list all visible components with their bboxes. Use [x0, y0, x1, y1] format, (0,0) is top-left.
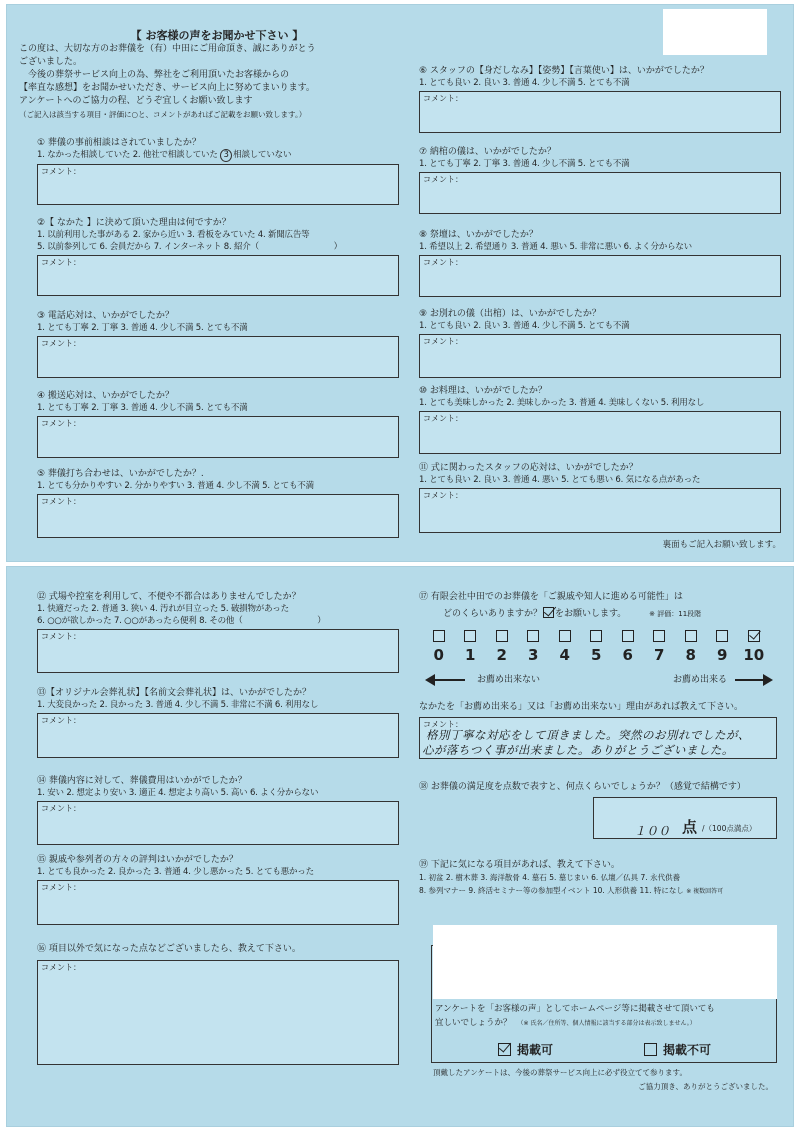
question-6: ⑥ スタッフの【身だしなみ】【姿勢】【言葉使い】は、いかがでしたか？ 1. とても良い 2. 良い 3. 普通 4. 少し不満 5. とても不満 コメント：	[419, 65, 781, 133]
checkbox-checked-icon[interactable]	[498, 1043, 511, 1056]
publish-consent-box: アンケートを「お客様の声」としてホームページ等に掲載させて頂いても 宜しいでしょうか？ （※ 氏名／住所等、個人情報に該当する部分は表示致しません。） 掲載可 掲載不可	[431, 999, 777, 1063]
question-18: ⑱ お葬儀の満足度を点数で表すと、何点くらいでしょうか？（感覚で結構です）	[419, 782, 746, 792]
checkbox-checked-icon[interactable]	[748, 630, 760, 642]
comment-box-9[interactable]: コメント：	[419, 334, 781, 378]
question-16: ⑯ 項目以外で気になった点などございましたら、教えて下さい。 コメント：	[37, 943, 399, 1065]
scale-option-4[interactable]	[549, 627, 581, 664]
scale-number: 1	[465, 646, 476, 664]
checkbox-empty-icon[interactable]	[559, 630, 571, 642]
scale-option-5[interactable]	[581, 627, 613, 664]
comment-box-14[interactable]: コメント：	[37, 801, 399, 845]
survey-title: 【 お客様の声をお聞かせ下さい 】	[130, 29, 304, 42]
scale-number: 4	[559, 646, 570, 664]
checkbox-empty-icon[interactable]	[496, 630, 508, 642]
question-5: ⑤ 葬儀打ち合わせは、いかがでしたか？. 1. とても分かりやすい 2. 分かりやすい 3. 普通 4. 少し不満 5. とても不満 コメント：	[37, 468, 399, 538]
scale-number: 6	[622, 646, 633, 664]
question-17: ⑰ 有限会社中田でのお葬儀を「ご親戚や知人に進める可能性」は どのくらいありますか？ をお願いします。 ※ 評価：11段階	[419, 592, 702, 619]
scale-option-6[interactable]	[612, 627, 644, 664]
checkbox-empty-icon[interactable]	[527, 630, 539, 642]
scale-number: 5	[591, 646, 602, 664]
comment-box-17[interactable]: コメント： 格別丁寧な対応をして頂きました。突然のお別れでしたが、 心が落ちつく事が出来ました。ありがとうございました。	[419, 717, 777, 759]
scale-number: 3	[528, 646, 539, 664]
question-12: ⑫ 式場や控室を利用して、不便や不都合はありませんでしたか？ 1. 快適だった 2. 普通 3. 狭い 4. 汚れが目立った 5. 破損物があった 6. ○○が欲しかった 7. ○○があったら便利 8. その他（ ） コメント：	[37, 591, 399, 673]
question-9: ⑨ お別れの儀（出棺）は、いかがでしたか？ 1. とても良い 2. 良い 3. 普通 4. 少し不満 5. とても不満 コメント：	[419, 308, 781, 378]
question-19: ⑲ 下記に気になる項目があれば、教えて下さい。 1. 初盆 2. 樹木葬 3. 海洋散骨 4. 墓石 5. 墓じまい 6. 仏壇／仏具 7. 永代供養 8. 参列マナー 9. 終活セミナー等の参加型イベント 10. 人形供養 11. 特になし ※ 複数回答可	[419, 860, 724, 895]
publish-no-option[interactable]: 掲載不可	[644, 1039, 711, 1058]
checkbox-empty-icon[interactable]	[653, 630, 665, 642]
scale-option-2[interactable]	[486, 627, 518, 664]
scale-number: 2	[496, 646, 507, 664]
checkbox-empty-icon[interactable]	[685, 630, 697, 642]
question-2: ②【 なかた 】に決めて頂いた理由は何ですか？ 1. 以前利用した事がある 2. 家から近い 3. 看板をみていた 4. 新聞広告等 5. 以前参列して 6. 会員だから 7. インターネット 8. 紹介（ ） コメント：	[37, 217, 399, 296]
intro-text: この度は、大切な方のお葬儀を（有）中田にご用命頂き、誠にありがとう ございました。 今後の葬祭サービス向上の為、弊社をご利用頂いたお客様からの 【率直な感想】をお聞かせいただき、サービス向上に努めてまいります。 アンケートへのご協力の程、どうぞ宜しくお願い致します （ご記入は該当する項目・評価に○と、コメントがあればご記載をお願い致します。）	[19, 44, 316, 119]
scale-number: 9	[717, 646, 728, 664]
selected-option-circle[interactable]: 3	[220, 149, 232, 162]
comment-box-11[interactable]: コメント：	[419, 488, 781, 533]
arrow-left-icon	[425, 674, 435, 686]
question-4: ④ 搬送応対は、いかがでしたか？ 1. とても丁寧 2. 丁寧 3. 普通 4. 少し不満 5. とても不満 コメント：	[37, 390, 399, 458]
comment-box-13[interactable]: コメント：	[37, 713, 399, 758]
back-left-column	[37, 567, 399, 1126]
scale-option-9[interactable]	[707, 627, 739, 664]
checkbox-empty-icon[interactable]	[622, 630, 634, 642]
comment-box-4[interactable]: コメント：	[37, 416, 399, 458]
handwritten-comment-line-2: 心が落ちつく事が出来ました。ありがとうございました。	[422, 743, 734, 757]
front-left-column	[19, 5, 399, 561]
arrow-right-icon	[763, 674, 773, 686]
scale-option-10[interactable]	[738, 627, 770, 664]
scale-option-3[interactable]	[518, 627, 550, 664]
comment-box-12[interactable]: コメント：	[37, 629, 399, 673]
comment-box-10[interactable]: コメント：	[419, 411, 781, 454]
scale-number: 10	[743, 646, 765, 664]
scale-number: 8	[685, 646, 696, 664]
scale-option-7[interactable]	[644, 627, 676, 664]
score-box[interactable]: １００ 点 /（100点満点）	[593, 797, 777, 839]
comment-box-3[interactable]: コメント：	[37, 336, 399, 378]
question-7: ⑦ 納棺の儀は、いかがでしたか？ 1. とても丁寧 2. 丁寧 3. 普通 4. 少し不満 5. とても不満 コメント：	[419, 146, 781, 214]
comment-box-8[interactable]: コメント：	[419, 255, 781, 297]
checkbox-empty-icon[interactable]	[464, 630, 476, 642]
back-footer-2: ご協力頂き、ありがとうございました。	[638, 1082, 773, 1091]
checkbox-empty-icon[interactable]	[433, 630, 445, 642]
comment-box-2[interactable]: コメント：	[37, 255, 399, 296]
scale-option-1[interactable]	[455, 627, 487, 664]
front-footer-note: 裏面もご記入お願い致します。	[662, 540, 781, 550]
recommend-scale	[423, 627, 770, 664]
question-11: ⑪ 式に関わったスタッフの応対は、いかがでしたか？ 1. とても良い 2. 良い 3. 普通 4. 悪い 5. とても悪い 6. 気になる点があった コメント：	[419, 462, 781, 533]
checkbox-empty-icon[interactable]	[590, 630, 602, 642]
question-15: ⑮ 親戚や参列者の方々の評判はいかがでしたか？ 1. とても良かった 2. 良かった 3. 普通 4. 少し悪かった 5. とても悪かった コメント：	[37, 854, 399, 925]
redaction-patch-bottom	[433, 925, 777, 999]
front-right-column	[419, 5, 781, 561]
recommend-arrows: お薦め出来ない お薦め出来る	[425, 671, 775, 691]
question-13: ⑬【オリジナル会葬礼状】【名前文会葬礼状】は、いかがでしたか？ 1. 大変良かった 2. 良かった 3. 普通 4. 少し不満 5. 非常に不満 6. 利用なし コメント：	[37, 687, 399, 758]
score-value: １００	[634, 824, 671, 838]
comment-box-6[interactable]: コメント：	[419, 91, 781, 133]
back-footer-1: 頂戴したアンケートは、今後の葬祭サービス向上に必ず役立てて参ります。	[433, 1068, 687, 1077]
checkbox-empty-icon[interactable]	[716, 630, 728, 642]
comment-box-7[interactable]: コメント：	[419, 172, 781, 214]
question-10: ⑩ お料理は、いかがでしたか？ 1. とても美味しかった 2. 美味しかった 3. 普通 4. 美味しくない 5. 利用なし コメント：	[419, 385, 781, 454]
scale-option-0[interactable]	[423, 627, 455, 664]
question-14: ⑭ 葬儀内容に対して、葬儀費用はいかがでしたか？ 1. 安い 2. 想定より安い 3. 適正 4. 想定より高い 5. 高い 6. よく分からない コメント：	[37, 775, 399, 845]
scale-number: 0	[433, 646, 444, 664]
survey-sheet-back	[6, 566, 794, 1127]
comment-box-5[interactable]: コメント：	[37, 494, 399, 538]
question-1: ① 葬儀の事前相談はされていましたか？ 1. なかった相談していた 2. 他社で相談していた 3 相談していない コメント：	[37, 137, 399, 205]
question-8: ⑧ 祭壇は、いかがでしたか？ 1. 希望以上 2. 希望通り 3. 普通 4. 悪い 5. 非常に悪い 6. よく分からない コメント：	[419, 229, 781, 297]
publish-yes-option[interactable]: 掲載可	[498, 1039, 553, 1058]
survey-sheet-front	[6, 4, 794, 562]
comment-box-16[interactable]: コメント：	[37, 960, 399, 1065]
comment-box-1[interactable]: コメント：	[37, 164, 399, 205]
handwritten-comment-line-1: 格別丁寧な対応をして頂きました。突然のお別れでしたが、	[426, 728, 750, 742]
scale-number: 7	[654, 646, 665, 664]
check-icon	[543, 607, 554, 618]
checkbox-empty-icon[interactable]	[644, 1043, 657, 1056]
back-right-column: ⑰ 有限会社中田でのお葬儀を「ご親戚や知人に進める可能性」は どのくらいありますか？ をお願いします。 ※ 評価：11段階 0 1 2 3 4 5 6 7 8 9 10 お薦め出来ない お薦め出来る なかたを「お薦め出来る」又は「お薦め出来ない」理由があれば教えて下さい。 コメント： 格別丁寧な対応をして頂きました。突然のお別れでしたが、 心が落ちつく事が出来ました。ありがとうございました。 ⑱ お葬儀の満足度を点数で表すと、何点くらいでしょうか？（感覚で結構です） １００ 点 /（100点満点） ⑲ 下記に気になる項目があれば、教えて下さい。 1. 初盆 2. 樹木葬 3. 海洋散骨 4. 墓石 5. 墓じまい 6. 仏壇／仏具 7. 永代供養 8. 参列マナー 9. 終活セミナー等の参加型イベント 10. 人形供養 11. 特になし ※ 複数回答可 アンケートを「お客様の声」としてホームページ等に掲載させて頂いても 宜しいでしょうか？ （※ 氏名／住所等、個人情報に該当する部分は表示致しません。） 掲載可 掲載不可 頂戴したアンケートは、今後の葬祭サービス向上に必ず役立てて参ります。 ご協力頂き、ありがとうございました。	[419, 567, 781, 1126]
question-3: ③ 電話応対は、いかがでしたか？ 1. とても丁寧 2. 丁寧 3. 普通 4. 少し不満 5. とても不満 コメント：	[37, 310, 399, 378]
scale-option-8[interactable]	[675, 627, 707, 664]
comment-box-15[interactable]: コメント：	[37, 880, 399, 925]
